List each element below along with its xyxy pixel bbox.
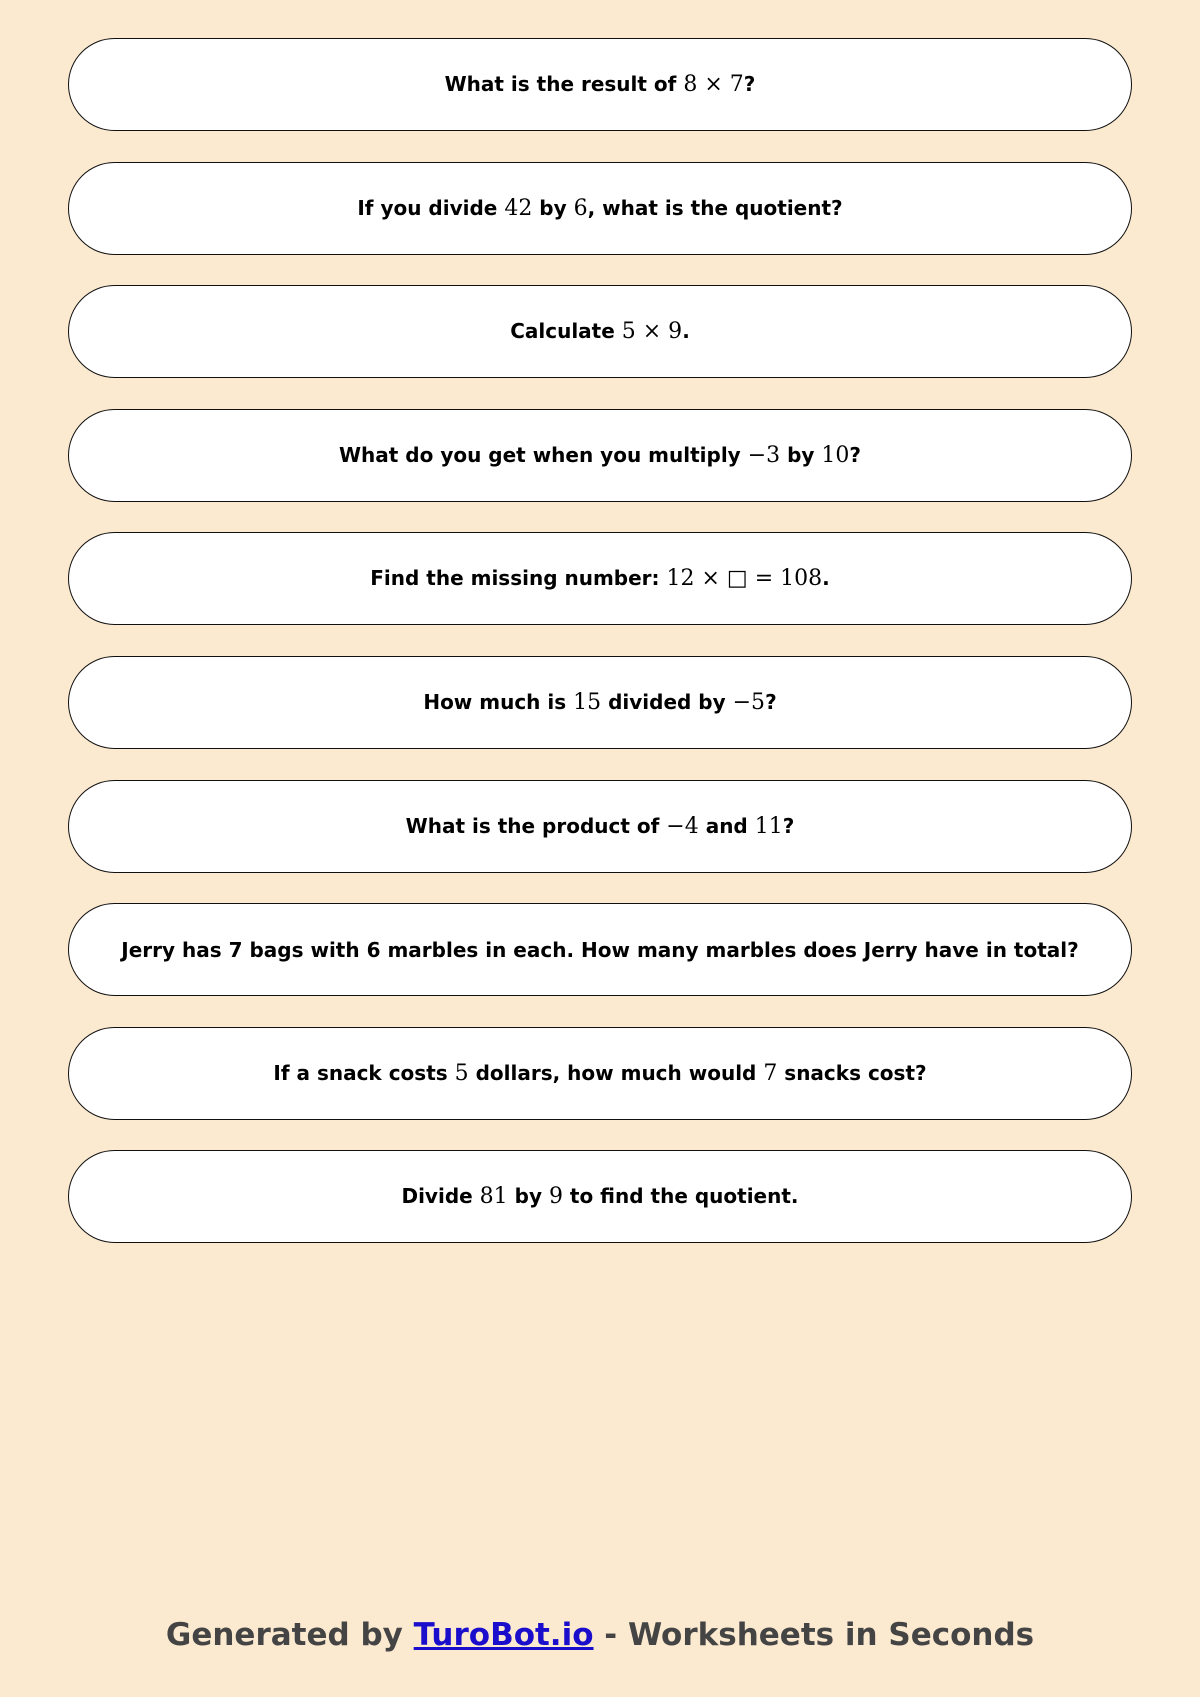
question-text-segment: How much is <box>423 689 574 714</box>
question-text-segment: What do you get when you multiply <box>338 442 748 467</box>
question-text <box>445 72 756 97</box>
question-text <box>339 443 861 468</box>
math-expression: 10 <box>821 442 850 468</box>
question-text-segment: Jerry has 7 bags with 6 marbles in each. How many marbles does Jerry have in total? <box>121 937 1079 962</box>
question-5 <box>68 532 1132 625</box>
question-text-segment: ? <box>743 72 756 96</box>
question-text-segment: , what is the quotient? <box>587 195 843 220</box>
question-text-segment: divided by <box>601 689 733 714</box>
math-expression: 8 × 7 <box>683 72 744 97</box>
question-9 <box>68 1027 1132 1120</box>
question-text-segment: dollars, how much would <box>468 1060 764 1085</box>
question-text <box>121 938 1078 962</box>
question-text <box>423 690 776 715</box>
question-text-segment: What is the result of <box>444 72 684 96</box>
question-text-segment: by <box>780 442 822 467</box>
question-text-segment: If you divide <box>357 195 505 220</box>
math-expression: 5 × 9 <box>621 319 683 345</box>
question-text <box>401 1184 798 1209</box>
question-6 <box>68 656 1132 749</box>
question-text-segment: . <box>682 319 690 344</box>
question-text-segment: ? <box>849 442 862 467</box>
question-text-segment: . <box>822 566 830 591</box>
math-expression: 81 <box>479 1184 508 1210</box>
math-expression: −3 <box>747 442 781 468</box>
question-text-segment: by <box>532 195 574 220</box>
question-8 <box>68 903 1132 996</box>
question-text <box>510 319 690 344</box>
question-4 <box>68 409 1132 502</box>
math-expression: 12 × □ = 108 <box>666 566 823 592</box>
question-text-segment: and <box>698 813 755 838</box>
math-expression: 7 <box>763 1060 778 1086</box>
question-text <box>273 1061 926 1086</box>
question-text-segment: Divide <box>401 1184 480 1209</box>
question-text-segment: to find the quotient. <box>562 1184 799 1209</box>
question-text <box>406 814 795 839</box>
question-text-segment: Find the missing number: <box>370 566 667 591</box>
math-expression: 9 <box>548 1184 563 1210</box>
question-text <box>370 566 830 591</box>
math-expression: 42 <box>504 195 533 221</box>
question-text-segment: ? <box>765 689 777 714</box>
math-expression: 11 <box>754 813 783 839</box>
math-expression: 6 <box>573 195 588 221</box>
question-text-segment: If a snack costs <box>273 1060 455 1085</box>
question-text-segment: ? <box>782 813 795 838</box>
question-text-segment: by <box>507 1184 549 1209</box>
question-10 <box>68 1150 1132 1243</box>
math-expression: −4 <box>666 813 699 839</box>
question-1 <box>68 38 1132 131</box>
question-text-segment: snacks cost? <box>777 1060 927 1085</box>
footer <box>0 1617 1200 1653</box>
question-text <box>357 196 842 221</box>
footer-prefix: Generated by <box>165 1617 414 1653</box>
turobot-link[interactable]: TuroBot.io <box>413 1617 594 1653</box>
question-7 <box>68 780 1132 873</box>
question-text-segment: What is the product of <box>405 813 667 838</box>
math-expression: −5 <box>732 689 766 715</box>
footer-suffix: - Worksheets in Seconds <box>593 1617 1035 1653</box>
question-list <box>68 38 1132 1274</box>
math-expression: 15 <box>573 689 602 715</box>
question-3 <box>68 285 1132 378</box>
math-expression: 5 <box>454 1060 469 1086</box>
question-2 <box>68 162 1132 255</box>
question-text-segment: Calculate <box>510 319 622 344</box>
